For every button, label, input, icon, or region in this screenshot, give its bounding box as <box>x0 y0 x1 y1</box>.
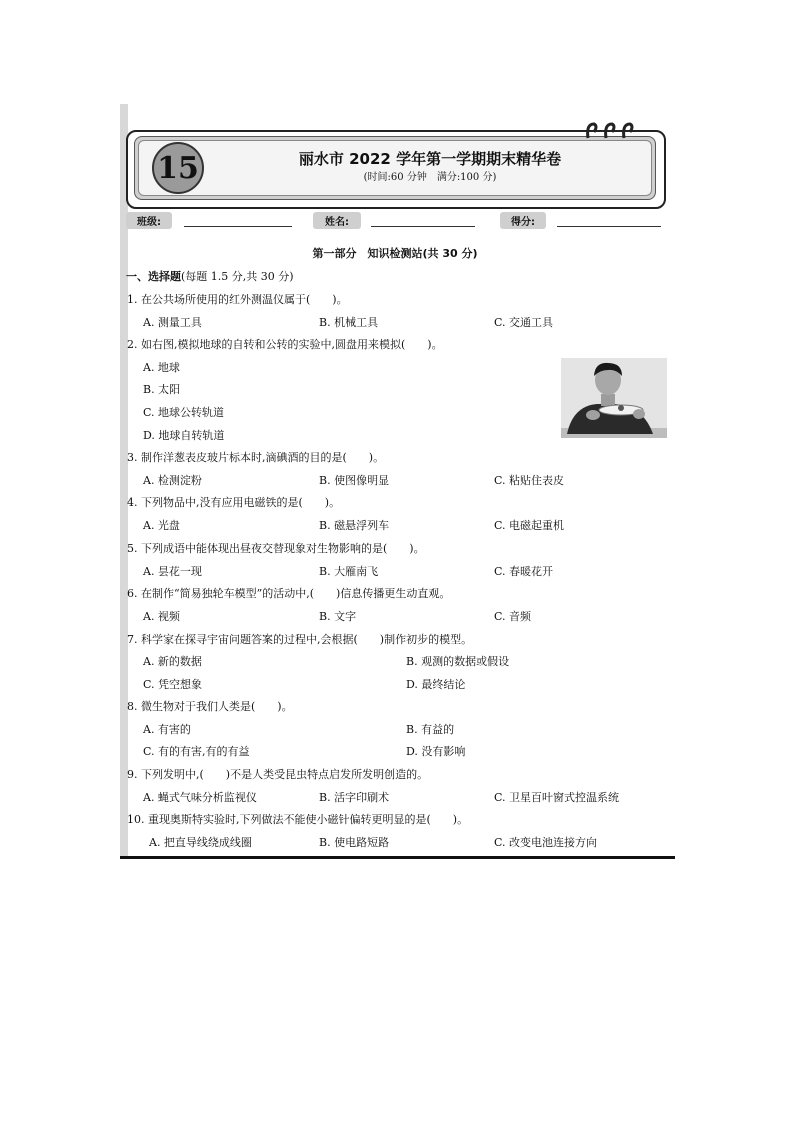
option[interactable]: B. 观测的数据或假设 <box>406 655 510 668</box>
question-stem: 2. 如右图,模拟地球的自转和公转的实验中,圆盘用来模拟( )。 <box>127 338 443 351</box>
option[interactable]: A. 视频 <box>143 610 180 623</box>
exam-subtitle: (时间:60 分钟 满分:100 分) <box>363 172 497 183</box>
option[interactable]: A. 有害的 <box>143 723 191 736</box>
name-label: 姓名: <box>313 212 361 229</box>
class-field[interactable] <box>184 226 292 227</box>
part-heading: 一、选择题(每题 1.5 分,共 30 分) <box>126 270 294 283</box>
score-field[interactable] <box>557 226 661 227</box>
page-bottom-rule <box>120 856 675 859</box>
option[interactable]: D. 没有影响 <box>406 745 466 758</box>
question-stem: 10. 重现奥斯特实验时,下列做法不能使小磁针偏转更明显的是( )。 <box>127 813 469 826</box>
option[interactable]: C. 有的有害,有的有益 <box>143 745 250 758</box>
option[interactable]: B. 有益的 <box>406 723 455 736</box>
option[interactable]: D. 最终结论 <box>406 678 466 691</box>
question-stem: 4. 下列物品中,没有应用电磁铁的是( )。 <box>127 496 341 509</box>
score-label: 得分: <box>500 212 546 229</box>
option[interactable]: C. 音频 <box>494 610 532 623</box>
option[interactable]: C. 交通工具 <box>494 316 554 329</box>
binder-rings-icon <box>580 120 640 144</box>
option[interactable]: C. 地球公转轨道 <box>143 406 225 419</box>
option[interactable]: B. 磁悬浮列车 <box>319 519 390 532</box>
experiment-photo <box>561 358 667 438</box>
question-stem: 5. 下列成语中能体现出昼夜交替现象对生物影响的是( )。 <box>127 542 425 555</box>
option[interactable]: C. 粘贴住表皮 <box>494 474 565 487</box>
option[interactable]: C. 卫星百叶窗式控温系统 <box>494 791 620 804</box>
option[interactable]: A. 新的数据 <box>143 655 202 668</box>
question-stem: 6. 在制作“简易独轮车模型”的活动中,( )信息传播更生动直观。 <box>127 587 451 600</box>
option[interactable]: C. 改变电池连接方向 <box>494 836 598 849</box>
option[interactable]: B. 文字 <box>319 610 357 623</box>
exam-number-badge: 15 <box>152 142 204 194</box>
exam-title: 丽水市 2022 学年第一学期期末精华卷 <box>298 150 562 168</box>
option[interactable]: A. 检测淀粉 <box>143 474 202 487</box>
question-stem: 3. 制作洋葱表皮玻片标本时,滴碘酒的目的是( )。 <box>127 451 385 464</box>
option[interactable]: B. 使图像明显 <box>319 474 390 487</box>
option[interactable]: B. 活字印刷术 <box>319 791 390 804</box>
option[interactable]: A. 把直导线绕成线圈 <box>149 836 252 849</box>
option[interactable]: B. 大雁南飞 <box>319 565 379 578</box>
option[interactable]: A. 地球 <box>143 361 180 374</box>
question-stem: 1. 在公共场所使用的红外测温仪属于( )。 <box>127 293 348 306</box>
section-title: 第一部分 知识检测站(共 30 分) <box>312 247 478 260</box>
option[interactable]: C. 春暖花开 <box>494 565 554 578</box>
option[interactable]: D. 地球自转轨道 <box>143 429 225 442</box>
question-stem: 8. 微生物对于我们人类是( )。 <box>127 700 293 713</box>
option[interactable]: B. 机械工具 <box>319 316 379 329</box>
option[interactable]: A. 昙花一现 <box>143 565 202 578</box>
option[interactable]: A. 测量工具 <box>143 316 202 329</box>
option[interactable]: B. 使电路短路 <box>319 836 390 849</box>
class-label: 班级: <box>126 212 172 229</box>
name-field[interactable] <box>371 226 475 227</box>
option[interactable]: B. 太阳 <box>143 383 181 396</box>
option[interactable]: C. 电磁起重机 <box>494 519 565 532</box>
option[interactable]: C. 凭空想象 <box>143 678 203 691</box>
question-stem: 9. 下列发明中,( )不是人类受昆虫特点启发所发明创造的。 <box>127 768 429 781</box>
option[interactable]: A. 蝇式气味分析监视仪 <box>143 791 257 804</box>
question-stem: 7. 科学家在探寻宇宙问题答案的过程中,会根据( )制作初步的模型。 <box>127 633 473 646</box>
option[interactable]: A. 光盘 <box>143 519 180 532</box>
